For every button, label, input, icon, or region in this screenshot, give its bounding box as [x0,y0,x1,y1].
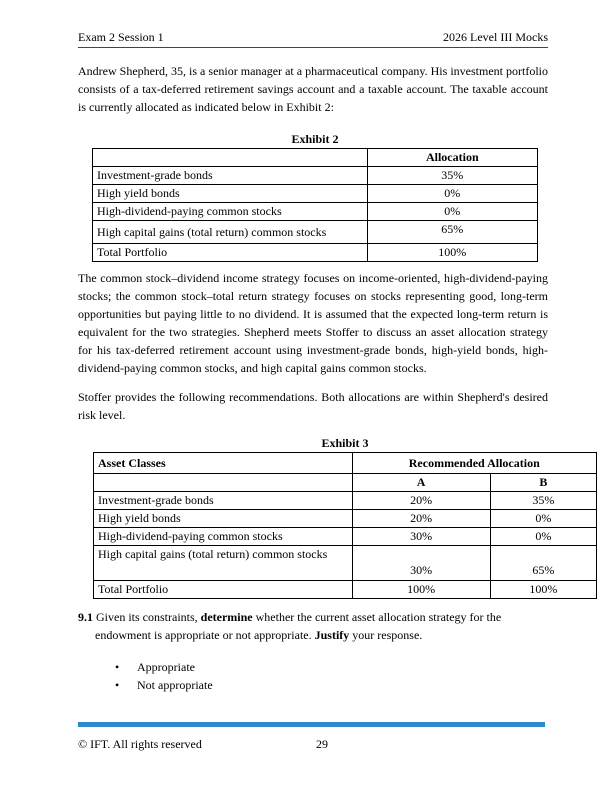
allocation-a-cell: 100% [352,581,490,599]
header-left-text: Exam 2 Session 1 [78,30,164,44]
asset-label-cell: Total Portfolio [93,244,368,262]
table-row [94,546,597,581]
allocation-value-cell: 35% [367,167,537,185]
asset-label-cell: High yield bonds [94,510,353,528]
recommendation-paragraph: Stoffer provides the following recommendations. Both allocations are within Shepherd's desired risk level. [78,390,548,422]
exhibit-3-section [93,435,597,599]
allocation-b-cell: 65% [490,546,596,581]
asset-label-cell: High capital gains (total return) common stocks [94,546,353,581]
allocation-a-cell: 20% [352,510,490,528]
copyright-text: © IFT. All rights reserved [78,737,202,751]
table-row [94,510,597,528]
question-bold-determine: determine [200,610,253,624]
option-not-appropriate-label: Not appropriate [137,678,213,692]
asset-label-cell: Total Portfolio [94,581,353,599]
table-row [94,528,597,546]
question-9-1 [78,608,531,644]
asset-label-cell: High-dividend-paying common stocks [94,528,353,546]
asset-label-cell: High yield bonds [93,185,368,203]
allocation-a-cell: 30% [352,528,490,546]
allocation-value-cell: 0% [367,185,537,203]
question-text-part1: Given its constraints, [96,610,201,624]
page-footer [78,736,548,752]
footer-accent-bar [78,722,545,727]
strategy-paragraph: The common stock–dividend income strategy focuses on income-oriented, high-dividend-paying stocks; the common stock–total return strategy focuses on stocks representing good, long-term opportunities but paying little to no dividend. It is assumed that the expected long-term return is equivalent for the two strategies. Shepherd meets Stoffer to discuss an asset allocation strategy for his tax-deferred retirement account using investment-grade bonds, high-yield bonds, high-dividend-paying common stocks, and high capital gains common stocks. [78,271,548,375]
table-row [93,203,538,221]
allocation-a-cell: 30% [352,546,490,581]
intro-paragraph: Andrew Shepherd, 35, is a senior manager at a pharmaceutical company. His investment portfolio consists of a tax-deferred retirement savings account and a taxable account. The taxable account is currently allocated as indicated below in Exhibit 2: [78,64,548,114]
allocation-value-cell: 65% [367,221,537,244]
table-row [94,492,597,510]
bullet-icon: • [115,678,120,692]
answer-options-list [115,658,213,694]
option-appropriate-label: Appropriate [137,660,195,674]
exhibit-3-title: Exhibit 3 [321,436,369,450]
allocation-b-cell: 0% [490,528,596,546]
asset-label-cell: High capital gains (total return) common stocks [93,221,368,244]
table-row [93,167,538,185]
question-number: 9.1 [78,610,93,624]
exhibit-2-title: Exhibit 2 [291,132,339,146]
allocation-b-cell: 35% [490,492,596,510]
allocation-b-cell: 100% [490,581,596,599]
allocation-value-cell: 100% [367,244,537,262]
page-header [78,29,548,45]
allocation-header-cell: Allocation [367,149,537,167]
header-right-text: 2026 Level III Mocks [443,30,548,44]
empty-header-cell [94,474,353,492]
asset-label-cell: Investment-grade bonds [93,167,368,185]
asset-classes-header-cell: Asset Classes [94,453,353,474]
table-row [94,581,597,599]
exhibit-2-section [92,131,538,262]
page-number: 29 [316,737,328,751]
recommended-allocation-header-cell: Recommended Allocation [352,453,597,474]
allocation-a-cell: 20% [352,492,490,510]
empty-header-cell [93,149,368,167]
column-a-header-cell: A [352,474,490,492]
asset-label-cell: High-dividend-paying common stocks [93,203,368,221]
exhibit-3-table [93,452,597,599]
table-row [93,244,538,262]
asset-label-cell: Investment-grade bonds [94,492,353,510]
allocation-value-cell: 0% [367,203,537,221]
table-header-row [94,453,597,474]
header-rule [78,47,548,48]
table-header-row [93,149,538,167]
exhibit-2-table [92,148,538,262]
question-text-part2: whether the current asset allocation strategy for the endowment is appropriate or not appropriate. [95,610,502,642]
table-subheader-row [94,474,597,492]
table-row [93,221,538,244]
column-b-header-cell: B [490,474,596,492]
question-bold-justify: Justify [314,628,350,642]
list-item [115,658,213,676]
question-text-part3: your response. [349,628,423,642]
table-row [93,185,538,203]
list-item [115,676,213,694]
bullet-icon: • [115,660,120,674]
allocation-b-cell: 0% [490,510,596,528]
